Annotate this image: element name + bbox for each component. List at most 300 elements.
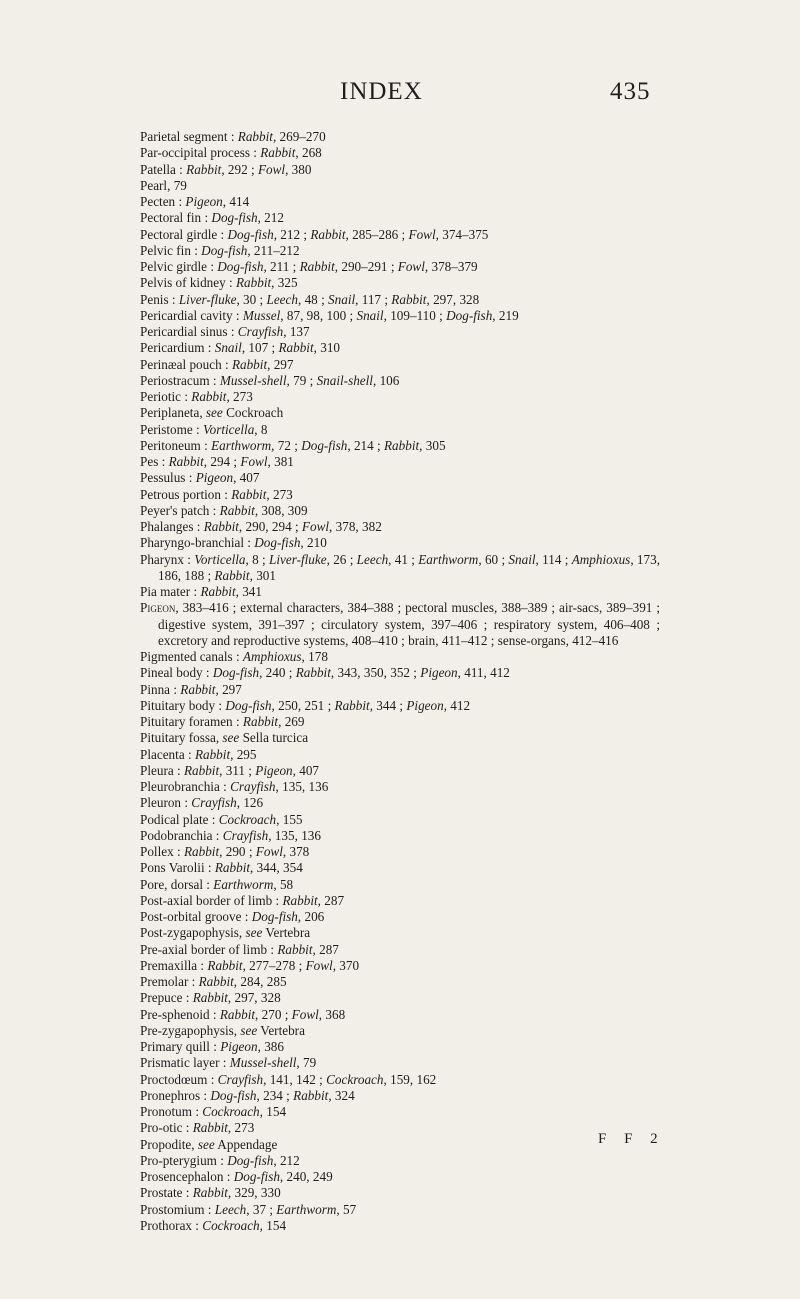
index-entry [140, 340, 660, 356]
index-entry [140, 145, 660, 161]
entry-text: , 343, 350, 352 ; [330, 665, 421, 681]
entry-text: Pigeon [140, 600, 176, 616]
entry-text: , 137 [283, 324, 310, 339]
entry-text: , 212 ; [273, 226, 311, 242]
entry-text: , 329, 330 [227, 1185, 281, 1201]
entry-organism: see [197, 1136, 215, 1152]
entry-text: Pronotum : [140, 1104, 203, 1119]
entry-organism: Earthworm [418, 551, 479, 567]
index-entry [140, 487, 660, 503]
entry-organism: Rabbit [231, 356, 268, 372]
entry-text: Peristome : [140, 421, 204, 437]
entry-text: , 173, 186, 188 ; [158, 551, 660, 583]
entry-organism: Snail [508, 551, 536, 567]
entry-text: , 155 [276, 811, 303, 827]
entry-text: , 57 [336, 1201, 357, 1217]
index-entry [140, 665, 660, 681]
index-entry [140, 763, 660, 779]
entry-text: , 58 [273, 876, 294, 892]
index-entry [140, 1055, 660, 1071]
entry-text: , 135, 136 [275, 779, 329, 794]
index-entry [140, 1023, 660, 1039]
entry-organism: Crayfish [230, 779, 276, 794]
entry-organism: Rabbit [203, 519, 239, 534]
entry-text: , 178 [301, 649, 328, 664]
entry-organism: Leech [266, 291, 298, 307]
entry-text: , 374–375 [435, 226, 489, 242]
entry-organism: Rabbit [260, 145, 296, 161]
entry-text: , 206 [297, 909, 325, 924]
index-entry [140, 422, 660, 438]
entry-text: Appendage [214, 1136, 278, 1152]
entry-text: Pigmented canals : [140, 649, 243, 664]
entry-text: , 305 [419, 437, 446, 453]
entry-text: Patella : [140, 161, 187, 177]
index-entry [140, 1072, 660, 1088]
entry-text: Pineal body : [140, 665, 213, 681]
entry-text: Pituitary foramen : [140, 714, 243, 729]
entry-text: Pelvic fin : [140, 242, 202, 258]
entry-text: Par-occipital process : [140, 145, 261, 161]
index-entry [140, 357, 660, 373]
entry-text: Perinæal pouch : [140, 356, 232, 372]
entry-text: Vertebra [262, 925, 311, 941]
entry-text: Periotic : [140, 389, 192, 404]
index-entry [140, 259, 660, 275]
entry-text: Podical plate : [140, 811, 219, 827]
entry-text: , 135, 136 [268, 827, 321, 843]
entry-organism: Dog-fish [227, 1152, 274, 1168]
entry-organism: Rabbit [242, 714, 279, 729]
entry-text: , 277–278 ; [242, 957, 306, 973]
entry-text: Prostomium : [140, 1201, 215, 1217]
entry-text: Pinna : [140, 681, 181, 697]
entry-text: , 154 [259, 1217, 287, 1233]
index-entry [140, 1120, 660, 1136]
entry-text: Pia mater : [140, 584, 201, 599]
entry-organism: Rabbit [192, 990, 228, 1006]
entry-organism: Fowl [305, 957, 333, 973]
entry-organism: Fowl [240, 454, 268, 469]
entry-organism: see [245, 925, 263, 941]
entry-text: , 407 [292, 762, 320, 778]
entry-text: , 212 [257, 210, 284, 226]
entry-organism: Rabbit [295, 665, 331, 681]
entry-organism: Fowl [291, 1006, 319, 1022]
entry-text: Pessulus : [140, 470, 196, 486]
index-entry [140, 1137, 660, 1153]
entry-organism: Rabbit [310, 226, 346, 242]
entry-text: Vertebra [257, 1022, 305, 1038]
entry-text: Pericardium : [140, 340, 215, 356]
index-entry [140, 860, 660, 876]
entry-text: , 370 [332, 957, 360, 973]
entry-text: , 344 ; [369, 697, 407, 713]
entry-text: Petrous portion : [140, 486, 232, 502]
entry-text: , 341 [235, 584, 262, 599]
entry-text: , 311 ; [219, 762, 256, 778]
entry-organism: Dog-fish [212, 665, 260, 681]
index-entry [140, 828, 660, 844]
entry-organism: Amphioxus [571, 551, 631, 567]
index-entry [140, 1153, 660, 1169]
running-title: INDEX [340, 78, 423, 105]
entry-text: , 344, 354 [250, 860, 303, 876]
entry-text: , 30 ; [236, 291, 267, 307]
entry-organism: Rabbit [198, 974, 234, 989]
entry-text: , 159, 162 [383, 1071, 437, 1087]
entry-organism: Earthworm [276, 1201, 337, 1217]
entry-text: , 308, 309 [254, 502, 308, 518]
entry-text: Penis : [140, 291, 179, 307]
entry-organism: Rabbit [391, 291, 427, 307]
entry-organism: Snail [328, 291, 356, 307]
entry-text: , 368 [318, 1006, 346, 1022]
index-entry [140, 1039, 660, 1055]
index-entry [140, 844, 660, 860]
index-entry [140, 438, 660, 454]
index-entry [140, 1185, 660, 1201]
entry-organism: Rabbit [334, 697, 370, 713]
entry-text: Prothorax : [140, 1217, 203, 1233]
index-entry [140, 747, 660, 763]
entry-text: , 48 ; [297, 291, 329, 307]
entry-organism: Leech [356, 551, 389, 567]
entry-organism: Dog-fish [301, 437, 348, 453]
page-number: 435 [610, 78, 651, 105]
index-entry [140, 942, 660, 958]
entry-organism: Cockroach [202, 1217, 260, 1233]
entry-organism: Snail [356, 307, 384, 323]
entry-text: Pleura : [140, 762, 184, 778]
index-entry [140, 600, 660, 649]
entry-text: , 8 ; [245, 551, 269, 567]
index-entry [140, 1104, 660, 1120]
entry-organism: Mussel [242, 307, 281, 323]
entry-organism: Rabbit [200, 584, 236, 599]
entry-text: Pleurobranchia : [140, 779, 231, 794]
entry-text: Parietal segment : [140, 129, 238, 144]
entry-organism: Mussel-shell [229, 1055, 297, 1071]
entry-organism: Rabbit [194, 746, 231, 762]
index-entry [140, 470, 660, 486]
entry-organism: Dog-fish [225, 697, 272, 713]
index-entry [140, 162, 660, 178]
entry-text: Pecten : [140, 194, 186, 209]
entry-text: Pre-sphenoid : [140, 1006, 220, 1022]
entry-text: , 378–379 [424, 259, 478, 274]
entry-text: Pons Varolii : [140, 860, 215, 876]
entry-text: , 106 [372, 372, 400, 388]
entry-text: Prepuce : [140, 990, 193, 1006]
index-entry [140, 730, 660, 746]
entry-organism: Rabbit [186, 161, 222, 177]
index-entry [140, 389, 660, 405]
entry-organism: Rabbit [235, 275, 272, 291]
index-entry [140, 974, 660, 990]
entry-text: Propodite, [140, 1136, 198, 1152]
entry-text: , 412 [443, 697, 471, 713]
entry-organism: Pigeon [220, 1039, 258, 1054]
entry-organism: Snail-shell [316, 372, 373, 388]
entry-text: , 380 [285, 161, 312, 177]
entry-organism: Rabbit [191, 389, 227, 404]
entry-text: , 287 [317, 892, 345, 908]
entry-text: , 411, 412 [457, 665, 510, 681]
entry-text: Premaxilla : [140, 957, 208, 973]
entry-organism: Earthworm [213, 876, 274, 892]
signature-mark: F F 2 [598, 1131, 665, 1147]
entry-text: , 219 [492, 307, 519, 323]
entry-text: , 297, 328 [426, 291, 480, 307]
entry-organism: see [205, 405, 223, 421]
entry-organism: see [240, 1022, 258, 1038]
entry-organism: Dog-fish [233, 1169, 280, 1184]
index-entry [140, 405, 660, 421]
entry-text: , 107 ; [241, 340, 279, 356]
entry-text: , 240, 249 [279, 1169, 333, 1184]
entry-text: Pollex : [140, 844, 184, 859]
entry-organism: Pigeon [255, 762, 293, 778]
index-entry [140, 1088, 660, 1104]
entry-text: Pleuron : [140, 795, 192, 811]
entry-organism: Rabbit [214, 860, 251, 876]
entry-organism: Liver-fluke [178, 291, 237, 307]
index-entry [140, 1202, 660, 1218]
entry-organism: Rabbit [207, 957, 243, 973]
entry-organism: Rabbit [278, 340, 314, 356]
entry-organism: Pigeon [195, 470, 234, 486]
index-entry [140, 308, 660, 324]
entry-text: Pericardial cavity : [140, 307, 243, 323]
entry-text: , 212 [273, 1152, 300, 1168]
entry-text: , 383–416 ; external characters, 384–388 ; pectoral muscles, 388–389 ; air-sacs, 389–391 ; digestive system, 391–397 ; circulatory system, 397–406 ; respiratory system, 406–408 ; excretory and reproductive systems, 408–410 ; brain, 411–412 ; sense-organs, 412–416 [158, 600, 660, 648]
entry-text: , 290–291 ; [334, 259, 398, 274]
entry-text: , 210 [300, 535, 327, 551]
entry-text: , 141, 142 ; [263, 1071, 327, 1087]
entry-text: , 8 [254, 421, 268, 437]
entry-organism: Rabbit [183, 844, 220, 859]
index-entry [140, 1218, 660, 1234]
index-entry [140, 714, 660, 730]
entry-organism: Rabbit [293, 1087, 329, 1103]
entry-text: , 79 [296, 1055, 317, 1071]
entry-text: Pharyngo-branchial : [140, 535, 255, 551]
entry-text: Post-orbital groove : [140, 909, 252, 924]
entry-organism: Dog-fish [254, 535, 301, 551]
entry-text: , 211 ; [263, 259, 300, 274]
entry-organism: Dog-fish [227, 226, 274, 242]
index-entry [140, 210, 660, 226]
index-entry [140, 893, 660, 909]
entry-organism: Fowl [408, 226, 436, 242]
index-entry [140, 1007, 660, 1023]
index-entry [140, 779, 660, 795]
entry-text: , 234 ; [256, 1087, 294, 1103]
entry-text: , 381 [267, 454, 294, 469]
entry-text: , 273 [226, 389, 253, 404]
entry-organism: Dog-fish [251, 909, 298, 924]
entry-organism: Crayfish [217, 1071, 264, 1087]
index-entry [140, 698, 660, 714]
entry-text: , 211–212 [247, 242, 300, 258]
entry-text: , 297 [267, 356, 294, 372]
entry-organism: Pigeon [185, 194, 223, 209]
entry-text: Proctodœum : [140, 1071, 218, 1087]
entry-text: , 273 [266, 486, 293, 502]
index-entry [140, 454, 660, 470]
entry-text: , 269–270 [272, 129, 326, 144]
entry-text: , 284, 285 [233, 974, 287, 989]
entry-text: , 214 ; [347, 437, 384, 453]
entry-text: Prosencephalon : [140, 1169, 234, 1184]
entry-text: , 378 [282, 844, 310, 859]
entry-text: Pelvic girdle : [140, 259, 218, 274]
entry-organism: Crayfish [191, 795, 237, 811]
index-entry [140, 877, 660, 893]
entry-text: Pro-pterygium : [140, 1152, 228, 1168]
entry-text: Primary quill : [140, 1039, 221, 1054]
entry-text: Pharynx : [140, 551, 195, 567]
entry-text: , 297, 328 [227, 990, 281, 1006]
entry-text: , 87, 98, 100 ; [280, 307, 357, 323]
entry-text: , 269 [278, 714, 305, 729]
entry-text: Pre-zygapophysis, [140, 1022, 241, 1038]
entry-text: , 290, 294 ; [238, 519, 302, 534]
index-entry [140, 795, 660, 811]
index-entry [140, 649, 660, 665]
entry-organism: see [222, 730, 240, 746]
entry-text: , 407 [233, 470, 260, 486]
entry-text: , 324 [328, 1087, 355, 1103]
entry-text: , 268 [295, 145, 322, 161]
index-entries [140, 129, 660, 1234]
entry-organism: Rabbit [180, 681, 216, 697]
entry-organism: Rabbit [299, 259, 335, 274]
entry-text: , 154 [259, 1104, 287, 1119]
entry-organism: Dog-fish [201, 242, 248, 258]
entry-text: Peyer's patch : [140, 502, 220, 518]
index-entry [140, 958, 660, 974]
entry-text: Phalanges : [140, 519, 204, 534]
entry-organism: Leech [214, 1201, 247, 1217]
entry-text: , 72 ; [271, 437, 302, 453]
index-entry [140, 1169, 660, 1185]
entry-organism: Fowl [397, 259, 425, 274]
index-entry [140, 275, 660, 291]
entry-organism: Rabbit [192, 1185, 228, 1201]
entry-organism: Rabbit [231, 486, 267, 502]
entry-text: , 301 [249, 567, 276, 583]
index-entry [140, 909, 660, 925]
entry-organism: Dog-fish [210, 1087, 257, 1103]
entry-text: , 386 [257, 1039, 284, 1054]
entry-organism: Cockroach [218, 811, 277, 827]
entry-text: Periplaneta, [140, 405, 206, 421]
entry-text: , 290 ; [219, 844, 256, 859]
entry-organism: Amphioxus [242, 649, 302, 664]
index-entry [140, 243, 660, 259]
index-entry [140, 227, 660, 243]
page-header [0, 78, 800, 108]
entry-organism: Dog-fish [446, 307, 493, 323]
entry-text: , 378, 382 [329, 519, 382, 534]
entry-text: Post-axial border of limb : [140, 892, 283, 908]
index-entry [140, 552, 660, 585]
entry-organism: Crayfish [222, 827, 269, 843]
entry-text: Pearl, 79 [140, 177, 187, 193]
entry-text: , 109–110 ; [383, 307, 447, 323]
entry-organism: Vorticella [194, 551, 246, 567]
entry-text: , 37 ; [246, 1201, 277, 1217]
entry-text: Pituitary body : [140, 697, 226, 713]
entry-text: Pes : [140, 454, 169, 469]
entry-organism: Rabbit [219, 502, 255, 518]
entry-organism: Fowl [301, 519, 330, 534]
index-entry [140, 178, 660, 194]
entry-text: , 325 [271, 275, 298, 291]
index-entry [140, 535, 660, 551]
entry-text: Pectoral fin : [140, 210, 212, 226]
entry-organism: Cockroach [326, 1071, 384, 1087]
entry-organism: Rabbit [277, 941, 313, 957]
index-entry [140, 194, 660, 210]
index-entry [140, 503, 660, 519]
entry-text: Peritoneum : [140, 437, 212, 453]
entry-text: Pericardial sinus : [140, 324, 238, 339]
index-entry [140, 584, 660, 600]
entry-text: , 414 [222, 194, 250, 209]
entry-text: Pituitary fossa, [140, 730, 223, 746]
entry-text: Post-zygapophysis, [140, 925, 246, 941]
entry-text: Pro-otic : [140, 1120, 193, 1136]
entry-organism: Pigeon [420, 665, 458, 681]
entry-organism: Dog-fish [217, 259, 264, 274]
index-entry [140, 812, 660, 828]
entry-text: , 26 ; [326, 551, 357, 567]
entry-text: , 297 [215, 681, 242, 697]
entry-text: , 270 ; [255, 1006, 292, 1022]
entry-organism: Pigeon [406, 697, 444, 713]
index-entry [140, 925, 660, 941]
entry-organism: Dog-fish [211, 210, 258, 226]
entry-organism: Cockroach [202, 1104, 260, 1119]
entry-text: , 240 ; [259, 665, 296, 681]
entry-text: Prismatic layer : [140, 1055, 230, 1071]
entry-organism: Fowl [257, 161, 286, 177]
entry-text: Pore, dorsal : [140, 876, 214, 892]
entry-organism: Vorticella [203, 421, 255, 437]
entry-text: , 79 ; [286, 372, 317, 388]
entry-text: , 292 ; [221, 161, 258, 177]
entry-text: Podobranchia : [140, 827, 223, 843]
entry-text: Pronephros : [140, 1087, 211, 1103]
index-entry [140, 682, 660, 698]
entry-organism: Rabbit [237, 129, 273, 144]
entry-text: Periostracum : [140, 372, 220, 388]
entry-text: , 273 [227, 1120, 255, 1136]
entry-organism: Rabbit [183, 762, 220, 778]
entry-text: , 294 ; [203, 454, 241, 469]
entry-organism: Rabbit [219, 1006, 256, 1022]
entry-text: Sella turcica [239, 730, 309, 746]
entry-organism: Rabbit [192, 1120, 228, 1136]
entry-organism: Mussel-shell [219, 372, 287, 388]
entry-text: , 114 ; [535, 551, 572, 567]
entry-text: Cockroach [222, 405, 284, 421]
entry-text: , 310 [313, 340, 341, 356]
entry-organism: Earthworm [211, 437, 272, 453]
